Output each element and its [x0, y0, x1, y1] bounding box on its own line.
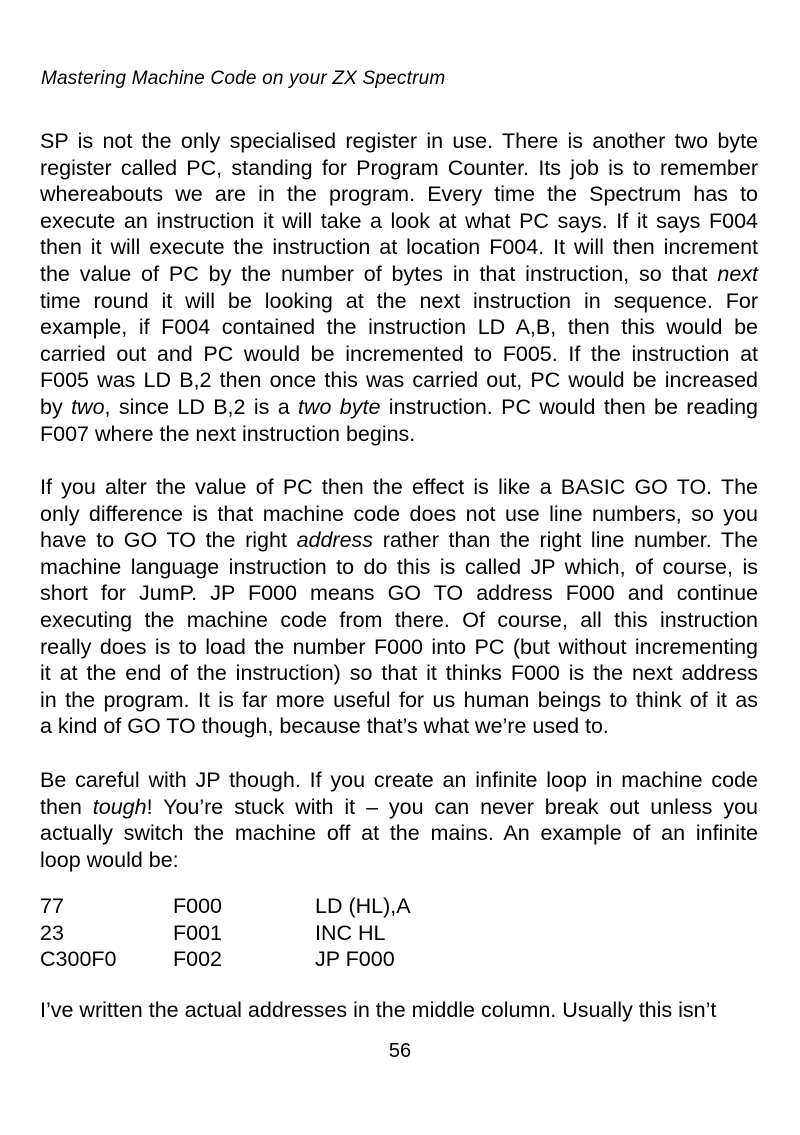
text-line: [40, 501, 758, 528]
text-segment: SP is not the only specialised register in use. There is another two byte: [40, 129, 758, 153]
text-segment: loop would be:: [40, 847, 179, 872]
text-segment: If you alter the value of PC then the effect is like a BASIC GO TO. The: [40, 475, 758, 499]
text-segment: short for JumP. JP F000 means GO TO address F000 and continue: [40, 581, 758, 606]
text-line: [40, 687, 758, 714]
text-segment: , since LD B,2 is a: [104, 394, 298, 419]
text-segment: ! You’re stuck with it – you can never break out unless you: [146, 794, 758, 819]
text-segment: only difference is that machine code does not use line numbers, so you: [40, 501, 758, 526]
paragraph: [40, 474, 758, 740]
text-line: [40, 421, 758, 448]
text-line: [40, 394, 758, 421]
italic-text-segment: address: [296, 528, 374, 553]
text-line: [40, 607, 758, 634]
text-line: [40, 128, 758, 155]
text-line: [40, 288, 758, 315]
code-address: F002: [173, 947, 223, 972]
text-line: [40, 820, 758, 847]
text-line: [40, 580, 758, 607]
code-row: [40, 893, 758, 920]
text-segment: F007 where the next instruction begins.: [40, 421, 416, 446]
text-segment: by: [40, 394, 72, 419]
text-line: [40, 181, 758, 208]
text-segment: really does is to load the number F000 into PC (but without incrementing: [40, 634, 758, 659]
text-segment: whereabouts we are in the program. Every time the Spectrum has to: [40, 182, 758, 207]
text-line: [40, 367, 758, 394]
text-line: [40, 234, 758, 261]
text-line: [40, 794, 758, 821]
text-segment: the value of PC by the number of bytes in that instruction, so that: [40, 261, 718, 286]
code-bytes: 77: [40, 894, 64, 918]
text-segment: I’ve written the actual addresses in the middle column. Usually this isn’t: [40, 998, 717, 1022]
text-segment: in the program. It is far more useful for us human beings to think of it as: [40, 687, 758, 712]
text-line: [40, 208, 758, 235]
text-segment: execute an instruction it will take a look at what PC says. If it says F004: [40, 208, 758, 233]
italic-text-segment: tough: [92, 794, 147, 819]
code-address: F001: [173, 920, 223, 945]
text-line: [40, 527, 758, 554]
code-listing: [40, 893, 758, 973]
text-line: [40, 660, 758, 687]
code-row: [40, 946, 758, 973]
text-segment: carried out and PC would be incremented to F005. If the instruction at: [40, 341, 758, 366]
text-segment: then: [40, 794, 93, 819]
code-row: [40, 920, 758, 947]
text-line: [40, 997, 758, 1024]
text-line: [40, 341, 758, 368]
text-segment: register called PC, standing for Program Counter. Its job is to remember: [40, 155, 758, 180]
text-line: [40, 261, 758, 288]
text-line: [40, 314, 758, 341]
italic-text-segment: next: [717, 261, 758, 286]
text-line: [40, 634, 758, 661]
italic-text-segment: two byte: [298, 394, 381, 419]
text-line: [40, 554, 758, 581]
text-line: [40, 847, 758, 874]
code-instruction: INC HL: [315, 920, 386, 945]
paragraph: [40, 767, 758, 873]
paragraph: [40, 128, 758, 447]
code-instruction: LD (HL),A: [315, 894, 411, 918]
code-bytes: C300F0: [40, 947, 117, 972]
paragraph: [40, 997, 758, 1024]
code-address: F000: [173, 894, 223, 918]
text-line: [40, 155, 758, 182]
text-segment: example, if F004 contained the instruction LD A,B, then this would be: [40, 315, 758, 340]
text-segment: a kind of GO TO though, because that’s what we’re used to.: [40, 714, 609, 739]
text-segment: F005 was LD B,2 then once this was carried out, PC would be increased: [40, 368, 758, 393]
text-segment: then it will execute the instruction at location F004. It will then increment: [40, 235, 758, 260]
text-segment: executing the machine code from there. Of course, all this instruction: [40, 607, 758, 632]
text-segment: time round it will be looking at the next instruction in sequence. For: [40, 288, 758, 313]
page-number: 56: [388, 1040, 412, 1062]
code-bytes: 23: [40, 920, 64, 945]
text-segment: have to GO TO the right: [40, 528, 297, 553]
running-header: Mastering Machine Code on your ZX Spectrum: [41, 68, 446, 89]
text-segment: machine language instruction to do this is called JP which, of course, is: [40, 554, 758, 579]
text-line: [40, 474, 758, 501]
text-line: [40, 767, 758, 794]
italic-text-segment: two: [71, 394, 105, 419]
text-line: [40, 713, 758, 740]
text-segment: rather than the right line number. The: [373, 528, 758, 553]
text-segment: Be careful with JP though. If you create an infinite loop in machine code: [40, 768, 758, 792]
text-segment: instruction. PC would then be reading: [380, 394, 759, 419]
text-segment: actually switch the machine off at the mains. An example of an infinite: [40, 821, 758, 846]
code-instruction: JP F000: [315, 947, 395, 972]
text-segment: it at the end of the instruction) so that it thinks F000 is the next address: [40, 661, 758, 686]
